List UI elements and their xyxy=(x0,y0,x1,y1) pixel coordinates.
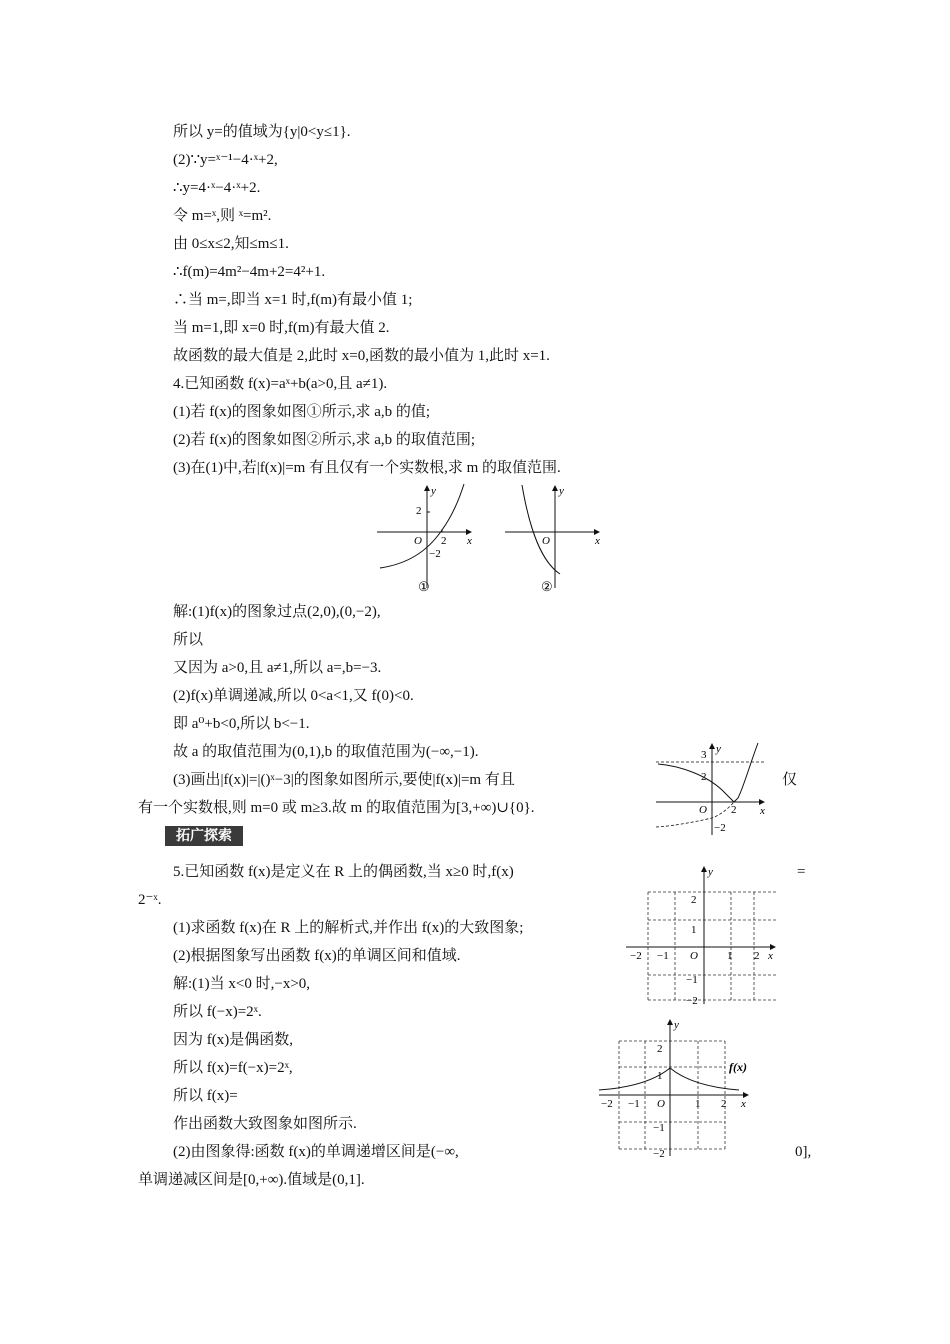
x-label: x xyxy=(768,950,773,962)
tick-label: 2 xyxy=(416,505,422,517)
text-line: 当 m=1,即 x=0 时,f(m)有最大值 2. xyxy=(173,320,390,336)
tick-label: −2 xyxy=(686,995,698,1007)
figure-3 xyxy=(652,742,770,837)
tick-label: −2 xyxy=(714,822,726,834)
text-line: 5.已知函数 f(x)是定义在 R 上的偶函数,当 x≥0 时,f(x) xyxy=(173,864,514,880)
figure-4 xyxy=(624,862,784,1005)
text-line: ∴f(m)=4m²−4m+2=4²+1. xyxy=(173,264,326,280)
text-line: 所以 f(−x)=2ˣ. xyxy=(173,1004,262,1020)
tick-label: 1 xyxy=(727,950,733,962)
x-label: x xyxy=(760,805,765,817)
x-label: x xyxy=(741,1098,746,1110)
tick-label: −1 xyxy=(653,1122,665,1134)
tick-label: 2 xyxy=(721,1098,727,1110)
tick-label: 2 xyxy=(701,771,707,783)
y-label: y xyxy=(431,485,436,497)
tick-label: 3 xyxy=(701,749,707,761)
text-line: 因为 f(x)是偶函数, xyxy=(173,1032,293,1048)
y-label: y xyxy=(708,866,713,878)
tick-label: −2 xyxy=(601,1098,613,1110)
text-line: 所以 f(x)=f(−x)=2ˣ, xyxy=(173,1060,293,1076)
text-line: ∴当 m=,即当 x=1 时,f(m)有最小值 1; xyxy=(173,292,413,308)
text-line: 所以 xyxy=(173,632,204,648)
text-line: 即 a⁰+b<0,所以 b<−1. xyxy=(173,716,310,732)
figure-caption: ① xyxy=(418,579,430,594)
text-line: (1)若 f(x)的图象如图①所示,求 a,b 的值; xyxy=(173,404,431,420)
tick-label: −1 xyxy=(657,950,669,962)
text-line: = xyxy=(797,864,806,880)
origin-label: O xyxy=(542,535,550,547)
text-line: 由 0≤x≤2,知≤m≤1. xyxy=(173,236,289,252)
tick-label: 2 xyxy=(754,950,760,962)
tick-label: −2 xyxy=(429,548,441,560)
text-line: (1)求函数 f(x)在 R 上的解析式,并作出 f(x)的大致图象; xyxy=(173,920,524,936)
text-line: 单调递减区间是[0,+∞).值域是(0,1]. xyxy=(138,1172,365,1188)
tick-label: 1 xyxy=(695,1098,701,1110)
curve-label: f(x) xyxy=(729,1060,747,1074)
tick-label: −1 xyxy=(686,974,698,986)
x-label: x xyxy=(595,535,600,547)
tick-label: 1 xyxy=(657,1070,663,1082)
text-line: 故函数的最大值是 2,此时 x=0,函数的最小值为 1,此时 x=1. xyxy=(173,348,550,364)
tick-label: −2 xyxy=(653,1148,665,1160)
text-line: (2)根据图象写出函数 f(x)的单调区间和值域. xyxy=(173,948,461,964)
origin-label: O xyxy=(699,804,707,816)
text-line: 2⁻ˣ. xyxy=(138,892,162,908)
text-line: ∴y=4·ˣ−4·ˣ+2. xyxy=(173,180,261,196)
text-line: (2)若 f(x)的图象如图②所示,求 a,b 的取值范围; xyxy=(173,432,476,448)
tick-label: 2 xyxy=(441,535,447,547)
tick-label: 2 xyxy=(657,1043,663,1055)
origin-label: O xyxy=(657,1098,665,1110)
figure-2 xyxy=(500,482,610,597)
origin-label: O xyxy=(414,535,422,547)
tick-label: −1 xyxy=(628,1098,640,1110)
text-line: (3)画出|f(x)|=|()ˣ−3|的图象如图所示,要使|f(x)|=m 有且 xyxy=(173,772,515,788)
text-line: 又因为 a>0,且 a≠1,所以 a=,b=−3. xyxy=(173,660,382,676)
text-line: (2)由图象得:函数 f(x)的单调递增区间是(−∞, xyxy=(173,1144,459,1160)
text-line: 有一个实数根,则 m=0 或 m≥3.故 m 的取值范围为[3,+∞)∪{0}. xyxy=(138,800,535,816)
text-line: (2)∵y=ˣ⁻¹−4·ˣ+2, xyxy=(173,152,278,168)
figure-1 xyxy=(372,482,482,597)
y-label: y xyxy=(559,485,564,497)
text-line: (3)在(1)中,若|f(x)|=m 有且仅有一个实数根,求 m 的取值范围. xyxy=(173,460,561,476)
text-line: 故 a 的取值范围为(0,1),b 的取值范围为(−∞,−1). xyxy=(173,744,479,760)
text-line: 解:(1)f(x)的图象过点(2,0),(0,−2), xyxy=(173,604,381,620)
tick-label: 2 xyxy=(691,894,697,906)
x-label: x xyxy=(467,535,472,547)
y-label: y xyxy=(716,743,721,755)
text-line: 仅 xyxy=(782,772,798,788)
text-line: 令 m=ˣ,则 ˣ=m². xyxy=(173,208,272,224)
text-line: 解:(1)当 x<0 时,−x>0, xyxy=(173,976,311,992)
text-line: 0], xyxy=(795,1144,812,1160)
origin-label: O xyxy=(690,950,698,962)
y-label: y xyxy=(674,1019,679,1031)
text-line: (2)f(x)单调递减,所以 0<a<1,又 f(0)<0. xyxy=(173,688,414,704)
tick-label: −2 xyxy=(630,950,642,962)
text-line: 所以 y=的值域为{y|0<y≤1}. xyxy=(173,124,351,140)
tick-label: 2 xyxy=(731,804,737,816)
text-line: 4.已知函数 f(x)=aˣ+b(a>0,且 a≠1). xyxy=(173,376,388,392)
text-line: 作出函数大致图象如图所示. xyxy=(173,1116,357,1132)
tick-label: 1 xyxy=(691,924,697,936)
figure-caption: ② xyxy=(541,579,553,594)
text-line: 所以 f(x)= xyxy=(173,1088,238,1104)
figure-5 xyxy=(597,1016,762,1162)
section-badge: 拓广探索 xyxy=(165,826,243,846)
